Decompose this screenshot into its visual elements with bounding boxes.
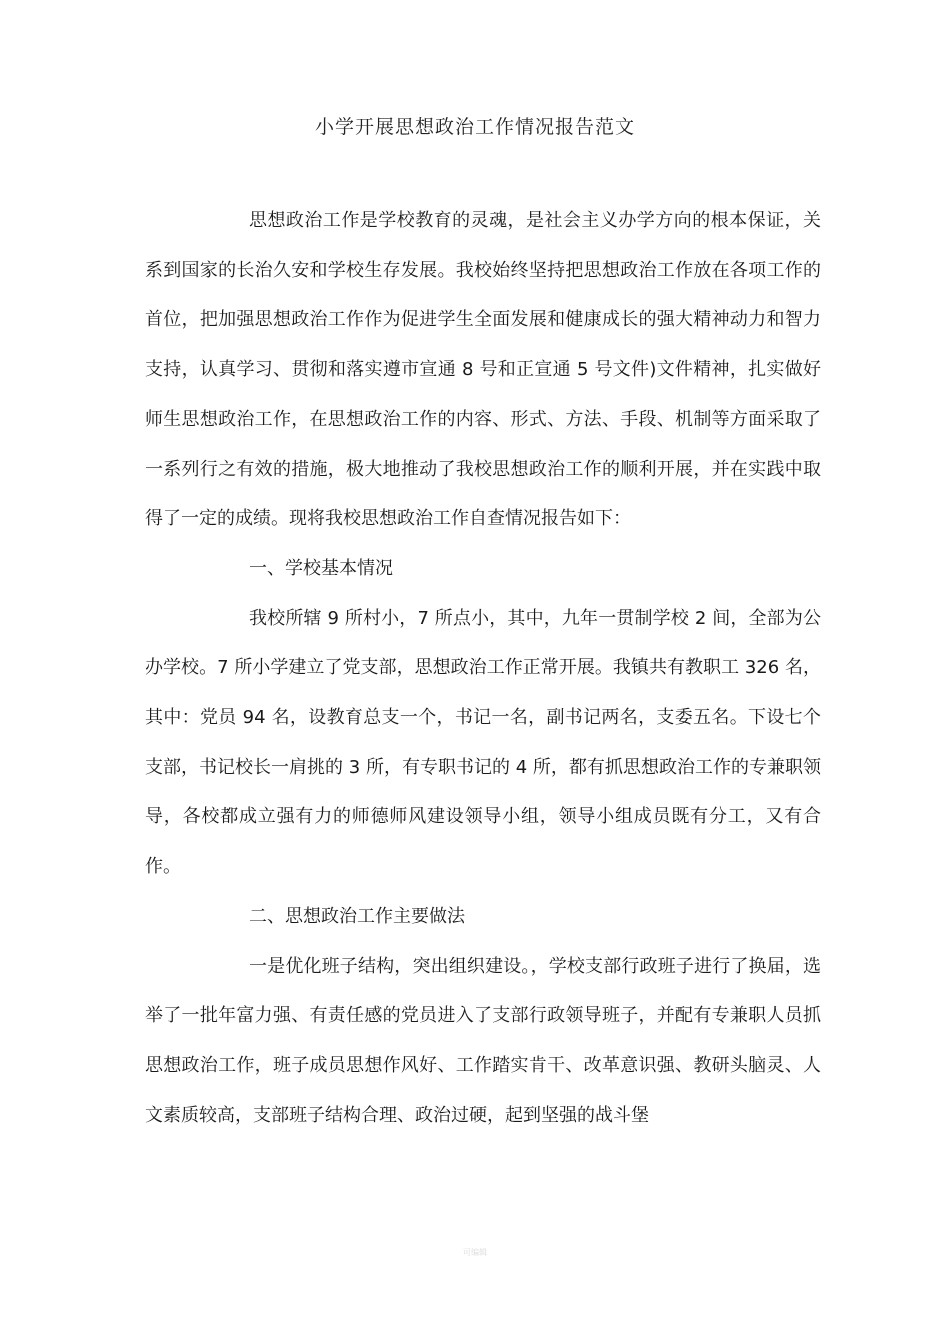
document-body xyxy=(145,196,821,1140)
intro-paragraph: 思想政治工作是学校教育的灵魂，是社会主义办学方向的根本保证，关系到国家的长治久安和学校生存发展。我校始终坚持把思想政治工作放在各项工作的首位，把加强思想政治工作作为促进学生全面发展和健康成长的强大精神动力和智力支持，认真学习、贯彻和落实遵市宣通 8 号和正宣通 5 号文件)文件精神，扎实做好师生思想政治工作，在思想政治工作的内容、形式、方法、手段、机制等方面采取了一系列行之有效的措施，极大地推动了我校思想政治工作的顺利开展，并在实践中取得了一定的成绩。现将我校思想政治工作自查情况报告如下： xyxy=(145,210,821,530)
section-heading-2: 二、思想政治工作主要做法 xyxy=(249,905,465,927)
footer-watermark: 可编辑 xyxy=(463,1248,487,1257)
basic-info-paragraph: 我校所辖 9 所村小，7 所点小，其中，九年一贯制学校 2 间，全部为公办学校。7 所小学建立了党支部，思想政治工作正常开展。我镇共有教职工 326 名，其中：党员 94 名，设教育总支一个，书记一名，副书记两名，支委五名。下设七个支部，书记校长一肩挑的 3 所，有专职书记的 4 所，都有抓思想政治工作的专兼职领导，各校都成立强有力的师德师风建设领导小组，领导小组成员既有分工，又有合作。 xyxy=(145,607,821,878)
document-title: 小学开展思想政治工作情况报告范文 xyxy=(314,116,635,138)
practice-paragraph: 一是优化班子结构，突出组织建设。，学校支部行政班子进行了换届，选举了一批年富力强、有责任感的党员进入了支部行政领导班子，并配有专兼职人员抓思想政治工作，班子成员思想作风好、工作踏实肯干、改革意识强、教研头脑灵、人文素质较高，支部班子结构合理、政治过硬，起到坚强的战斗堡 xyxy=(145,955,821,1126)
section-heading-1: 一、学校基本情况 xyxy=(249,557,393,579)
